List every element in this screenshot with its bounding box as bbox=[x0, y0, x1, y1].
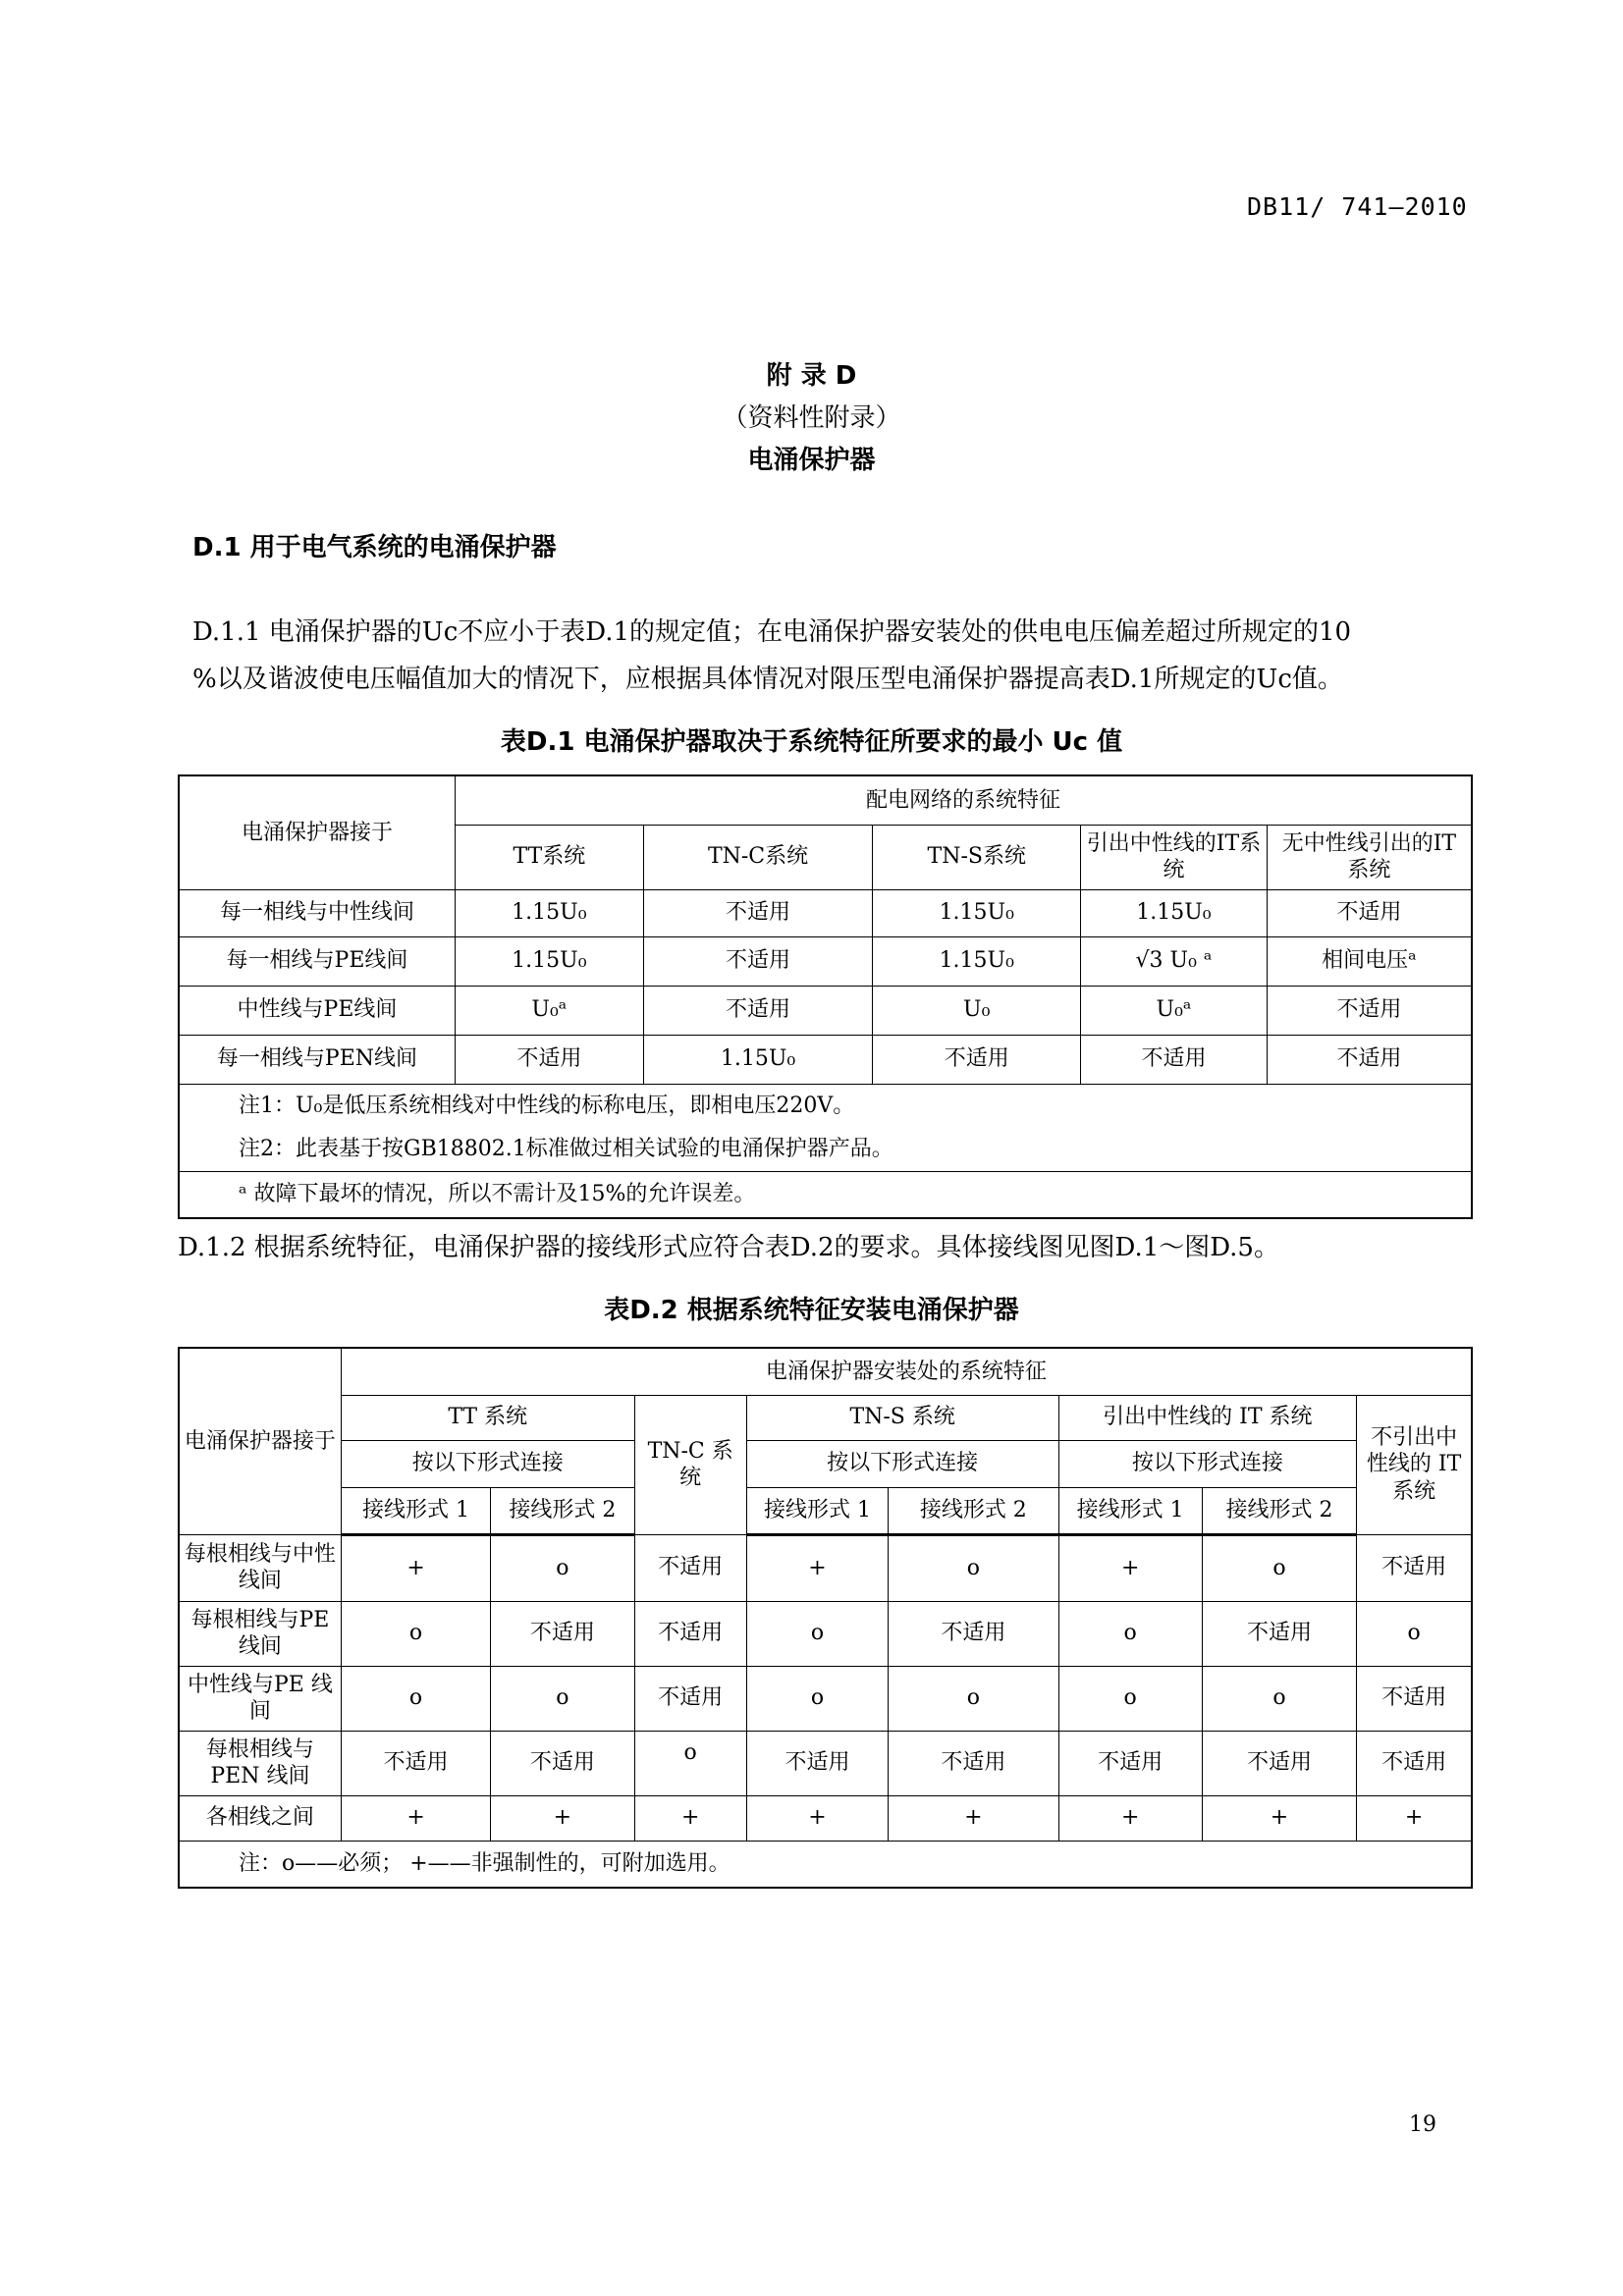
row-label: 各相线之间 bbox=[179, 1795, 341, 1841]
row-label: 每一相线与中性线间 bbox=[179, 889, 455, 936]
table-row bbox=[179, 889, 1472, 936]
table-cell: 1.15U₀ bbox=[873, 936, 1081, 986]
table-row bbox=[179, 1601, 1472, 1666]
table-cell: + bbox=[746, 1795, 888, 1841]
table-row bbox=[179, 1795, 1472, 1841]
table-cell: 不适用 bbox=[643, 936, 873, 986]
table-row bbox=[179, 1534, 1472, 1601]
table-cell: 不适用 bbox=[1081, 1035, 1268, 1084]
table1-note2: 注2：此表基于按GB18802.1标准做过相关试验的电涌保护器产品。 bbox=[239, 1136, 893, 1161]
table-cell: o bbox=[1202, 1666, 1356, 1731]
table1-footnote: ᵃ 故障下最坏的情况，所以不需计及15%的允许误差。 bbox=[179, 1171, 1472, 1218]
table2-form2: 接线形式 2 bbox=[1202, 1487, 1356, 1534]
table1-notes bbox=[179, 1084, 1472, 1171]
table-cell: 不适用 bbox=[1267, 1035, 1472, 1084]
table1-col-it-n: 引出中性线的IT系统 bbox=[1081, 825, 1268, 889]
table2-form1: 接线形式 1 bbox=[746, 1487, 888, 1534]
table-cell: 1.15U₀ bbox=[455, 936, 643, 986]
table2-caption: 表D.2 根据系统特征安装电涌保护器 bbox=[604, 1296, 1019, 1325]
table-cell: + bbox=[1202, 1795, 1356, 1841]
table2-connect-it: 按以下形式连接 bbox=[1058, 1440, 1357, 1487]
table-cell: 1.15U₀ bbox=[455, 889, 643, 936]
table-row bbox=[179, 1035, 1472, 1084]
table-cell: 不适用 bbox=[1357, 1731, 1472, 1795]
table1-note1: 注1：U₀是低压系统相线对中性线的标称电压，即相电压220V。 bbox=[239, 1093, 855, 1118]
table-cell: 不适用 bbox=[634, 1601, 746, 1666]
clause-d11-line2: %以及谐波使电压幅值加大的情况下，应根据具体情况对限压型电涌保护器提高表D.1所规定的Uc值。 bbox=[192, 665, 1343, 694]
table2-tt: TT 系统 bbox=[341, 1395, 634, 1440]
table-cell: 不适用 bbox=[889, 1731, 1058, 1795]
row-label: 中性线与PE 线间 bbox=[179, 1666, 341, 1731]
appendix-nature: （资料性附录） bbox=[722, 403, 901, 433]
row-label: 中性线与PE线间 bbox=[179, 986, 455, 1035]
table-cell: 不适用 bbox=[746, 1731, 888, 1795]
table-cell: + bbox=[491, 1795, 634, 1841]
table-cell: 不适用 bbox=[1267, 889, 1472, 936]
table-row bbox=[179, 986, 1472, 1035]
table-cell: 不适用 bbox=[455, 1035, 643, 1084]
table-cell: 不适用 bbox=[1058, 1731, 1202, 1795]
table1-col-tns: TN-S系统 bbox=[873, 825, 1081, 889]
table-cell: 不适用 bbox=[873, 1035, 1081, 1084]
table-cell: + bbox=[746, 1534, 888, 1601]
row-label: 每一相线与PE线间 bbox=[179, 936, 455, 986]
table-row bbox=[179, 1731, 1472, 1795]
table-cell: 不适用 bbox=[643, 889, 873, 936]
table1-col-it-no: 无中性线引出的IT系统 bbox=[1267, 825, 1472, 889]
table-cell: 1.15U₀ bbox=[1081, 889, 1268, 936]
table-cell: o bbox=[1202, 1534, 1356, 1601]
table-cell: 不适用 bbox=[491, 1601, 634, 1666]
table1-group-header: 配电网络的系统特征 bbox=[455, 775, 1472, 825]
document-number: DB11/ 741—2010 bbox=[1247, 192, 1468, 221]
table-cell: o bbox=[1058, 1666, 1202, 1731]
table-cell: o bbox=[1058, 1601, 1202, 1666]
page-number: 19 bbox=[1409, 2112, 1436, 2137]
table2-form2: 接线形式 2 bbox=[889, 1487, 1058, 1534]
clause-d12: D.1.2 根据系统特征，电涌保护器的接线形式应符合表D.2的要求。具体接线图见图D.1～图D.5。 bbox=[178, 1233, 1279, 1262]
table1-caption: 表D.1 电涌保护器取决于系统特征所要求的最小 Uc 值 bbox=[500, 727, 1123, 757]
table-cell: 不适用 bbox=[1357, 1534, 1472, 1601]
table-cell: 不适用 bbox=[1357, 1666, 1472, 1731]
table-cell: 不适用 bbox=[1202, 1601, 1356, 1666]
table-cell: o bbox=[491, 1534, 634, 1601]
table2-form2: 接线形式 2 bbox=[491, 1487, 634, 1534]
table-cell: 不适用 bbox=[634, 1534, 746, 1601]
table-cell: 不适用 bbox=[491, 1731, 634, 1795]
appendix-name: 电涌保护器 bbox=[747, 446, 876, 475]
table-cell: o bbox=[746, 1601, 888, 1666]
table-cell: o bbox=[1357, 1601, 1472, 1666]
table-cell: 不适用 bbox=[634, 1666, 746, 1731]
table2-it-no: 不引出中性线的 IT 系统 bbox=[1357, 1395, 1472, 1534]
table2-corner: 电涌保护器接于 bbox=[179, 1348, 341, 1534]
clause-d11-line1: D.1.1 电涌保护器的Uc不应小于表D.1的规定值；在电涌保护器安装处的供电电压偏差超过所规定的10 bbox=[192, 617, 1352, 647]
section-d1-heading: D.1 用于电气系统的电涌保护器 bbox=[192, 533, 557, 562]
row-label: 每根相线与中性线间 bbox=[179, 1534, 341, 1601]
table-cell: + bbox=[634, 1795, 746, 1841]
table-cell: o bbox=[889, 1666, 1058, 1731]
table-cell: 不适用 bbox=[341, 1731, 490, 1795]
table-cell: 不适用 bbox=[1202, 1731, 1356, 1795]
table-cell: o bbox=[634, 1731, 746, 1795]
table-cell: + bbox=[1058, 1795, 1202, 1841]
table2-group-header: 电涌保护器安装处的系统特征 bbox=[341, 1348, 1472, 1395]
table-cell: √3 U₀ ᵃ bbox=[1081, 936, 1268, 986]
table2-tnc: TN-C 系统 bbox=[634, 1395, 746, 1534]
table-cell: 相间电压ᵃ bbox=[1267, 936, 1472, 986]
table-row bbox=[179, 1666, 1472, 1731]
table-cell: 不适用 bbox=[643, 986, 873, 1035]
row-label: 每一相线与PEN线间 bbox=[179, 1035, 455, 1084]
table-cell: o bbox=[341, 1666, 490, 1731]
table-cell: U₀ bbox=[873, 986, 1081, 1035]
table2-note: 注：o——必须； +——非强制性的，可附加选用。 bbox=[179, 1841, 1472, 1888]
table-cell: + bbox=[341, 1795, 490, 1841]
table-cell: U₀ᵃ bbox=[455, 986, 643, 1035]
table-cell: + bbox=[341, 1534, 490, 1601]
table2-form1: 接线形式 1 bbox=[341, 1487, 490, 1534]
table-cell: + bbox=[1058, 1534, 1202, 1601]
row-label: 每根相线与PE 线间 bbox=[179, 1601, 341, 1666]
table-d1 bbox=[178, 774, 1473, 1219]
table2-it-n: 引出中性线的 IT 系统 bbox=[1058, 1395, 1357, 1440]
table-cell: + bbox=[1357, 1795, 1472, 1841]
table-cell: 1.15U₀ bbox=[873, 889, 1081, 936]
table-row bbox=[179, 936, 1472, 986]
table-cell: 1.15U₀ bbox=[643, 1035, 873, 1084]
table-cell: o bbox=[889, 1534, 1058, 1601]
table1-corner: 电涌保护器接于 bbox=[179, 775, 455, 889]
table2-form1: 接线形式 1 bbox=[1058, 1487, 1202, 1534]
table-cell: 不适用 bbox=[1267, 986, 1472, 1035]
table2-connect-tns: 按以下形式连接 bbox=[746, 1440, 1058, 1487]
table-cell: 不适用 bbox=[889, 1601, 1058, 1666]
table1-col-tt: TT系统 bbox=[455, 825, 643, 889]
table2-connect-tt: 按以下形式连接 bbox=[341, 1440, 634, 1487]
table-cell: o bbox=[341, 1601, 490, 1666]
table-cell: o bbox=[746, 1666, 888, 1731]
appendix-title: 附 录 D bbox=[766, 361, 857, 391]
table-d2 bbox=[178, 1347, 1473, 1889]
table-cell: U₀ᵃ bbox=[1081, 986, 1268, 1035]
table-cell: o bbox=[491, 1666, 634, 1731]
table2-tns: TN-S 系统 bbox=[746, 1395, 1058, 1440]
row-label: 每根相线与PEN 线间 bbox=[179, 1731, 341, 1795]
table-cell: + bbox=[889, 1795, 1058, 1841]
table1-col-tnc: TN-C系统 bbox=[643, 825, 873, 889]
